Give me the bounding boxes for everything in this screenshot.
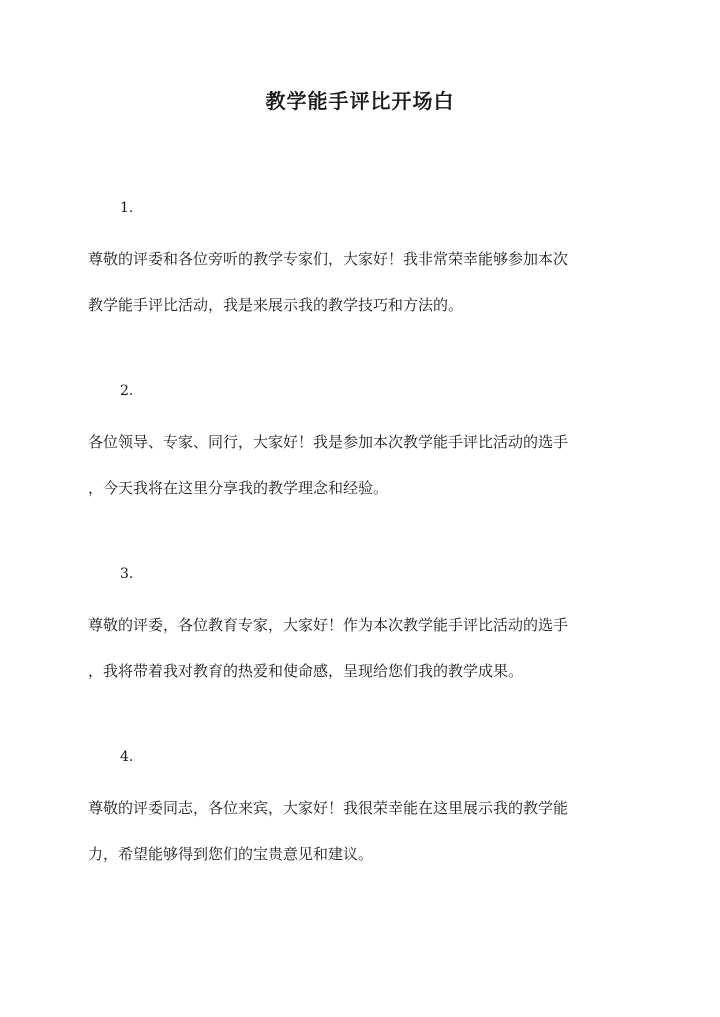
item-number: 2. (120, 383, 134, 399)
paragraph-line: 力，希望能够得到您们的宝贵意见和建议。 (88, 845, 374, 863)
item-paragraph (88, 785, 648, 877)
list-item-3 (88, 564, 648, 694)
document-title: 教学能手评比开场白 (265, 89, 455, 113)
list-item-1 (88, 198, 648, 328)
item-paragraph (88, 236, 648, 328)
item-number: 1. (120, 200, 134, 216)
paragraph-line: ，我将带着我对教育的热爱和使命感，呈现给您们我的教学成果。 (88, 662, 524, 680)
item-paragraph (88, 419, 648, 511)
list-item-2 (88, 381, 648, 511)
paragraph-line: 尊敬的评委和各位旁听的教学专家们，大家好！我非常荣幸能够参加本次 (88, 250, 569, 268)
item-number: 4. (120, 749, 134, 765)
paragraph-line: ，今天我将在这里分享我的教学理念和经验。 (88, 479, 389, 497)
paragraph-line: 尊敬的评委，各位教育专家，大家好！作为本次教学能手评比活动的选手 (88, 616, 569, 634)
item-number: 3. (120, 566, 134, 582)
paragraph-line: 各位领导、专家、同行，大家好！我是参加本次教学能手评比活动的选手 (88, 433, 569, 451)
list-item-4 (88, 747, 648, 877)
paragraph-line: 尊敬的评委同志，各位来宾，大家好！我很荣幸能在这里展示我的教学能 (88, 799, 569, 817)
paragraph-line: 教学能手评比活动，我是来展示我的教学技巧和方法的。 (88, 296, 464, 314)
item-paragraph (88, 602, 648, 694)
